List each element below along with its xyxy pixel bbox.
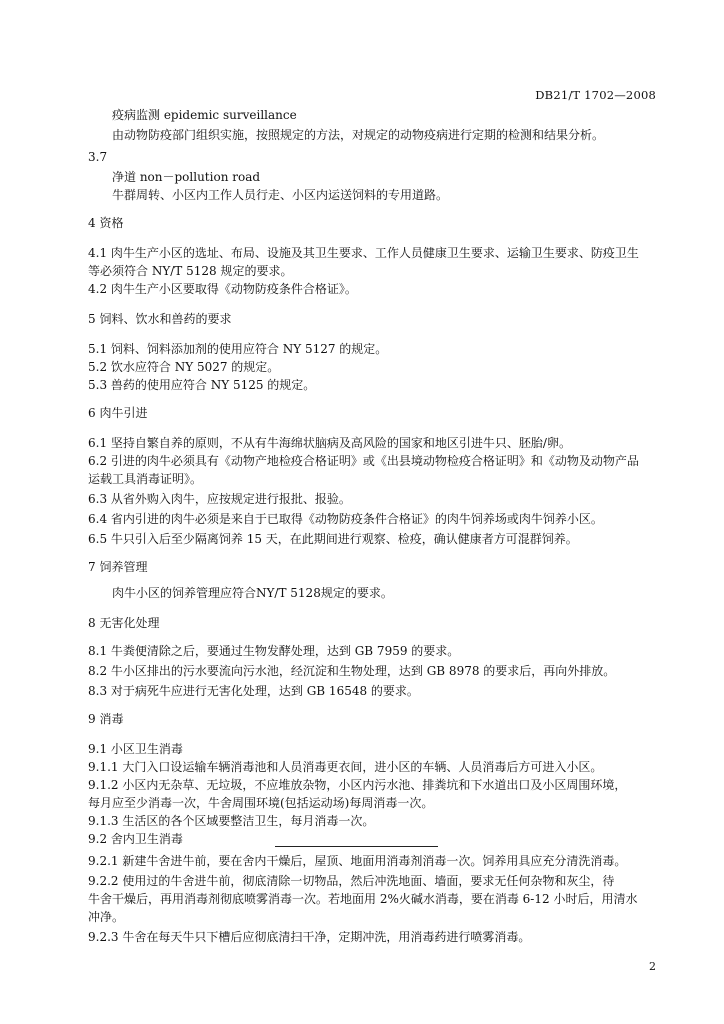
document-code: DB21/T 1702—2008 [535,88,656,102]
text-line: 9.2.1 新建牛舍进牛前，要在舍内干燥后，屋顶、地面用消毒剂消毒一次。饲养用具应充分清洗消毒。 [88,854,627,868]
text-line: 6.2 引进的肉牛必须具有《动物产地检疫合格证明》或《出县境动物检疫合格证明》和《动物及动物产品 [88,454,639,468]
text-line: 由动物防疫部门组织实施，按照规定的方法，对规定的动物疫病进行定期的检测和结果分析。 [112,128,605,142]
text-line: 冲净。 [88,910,125,924]
text-line: 9.2.2 使用过的牛舍进牛前，彻底清除一切物品，然后冲洗地面、墙面，要求无任何杂物和灰尘，待 [88,874,615,888]
text-line: 5 饲料、饮水和兽药的要求 [88,312,232,326]
text-line: 4 资格 [88,216,124,230]
text-line: 9.1.3 生活区的各个区域要整洁卫生，每月消毒一次。 [88,814,375,828]
text-line: 6 肉牛引进 [88,406,148,420]
text-line: 7 饲养管理 [88,560,148,574]
text-line: 等必须符合 NY/T 5128 规定的要求。 [88,264,293,278]
text-line: 每月应至少消毒一次，牛舍周围环境(包括运动场)每周消毒一次。 [88,796,434,810]
text-line: 8.3 对于病死牛应进行无害化处理，达到 GB 16548 的要求。 [88,684,419,698]
text-line: 5.3 兽药的使用应符合 NY 5125 的规定。 [88,378,316,392]
text-line: 8.2 牛小区排出的污水要流向污水池，经沉淀和生物处理，达到 GB 8978 的要求后，再向外排放。 [88,664,616,678]
text-line: 8.1 牛粪便清除之后，要通过生物发酵处理，达到 GB 7959 的要求。 [88,644,460,658]
text-line: 6.1 坚持自繁自养的原则，不从有牛海绵状脑病及高风险的国家和地区引进牛只、胚胎/卵。 [88,436,571,450]
text-line: 5.1 饲料、饲料添加剂的使用应符合 NY 5127 的规定。 [88,342,388,356]
text-line: 6.4 省内引进的肉牛必须是来自于已取得《动物防疫条件合格证》的肉牛饲养场或肉牛饲养小区。 [88,512,603,526]
text-line: 6.3 从省外购入肉牛，应按规定进行报批、报验。 [88,492,351,506]
text-line: 8 无害化处理 [88,616,160,630]
text-line: 牛群周转、小区内工作人员行走、小区内运送饲料的专用道路。 [112,188,449,202]
text-line: 4.2 肉牛生产小区要取得《动物防疫条件合格证》。 [88,282,357,296]
text-line: 9.1 小区卫生消毒 [88,742,183,756]
page-number: 2 [649,960,656,973]
text-line: 疫病监测 epidemic surveillance [112,108,297,122]
text-line: 6.5 牛只引入后至少隔离饲养 15 天，在此期间进行观察、检疫，确认健康者方可混群饲养。 [88,532,578,546]
text-line: 9.2 舍内卫生消毒 [88,832,183,846]
text-line: 肉牛小区的饲养管理应符合NY/T 5128规定的要求。 [112,586,393,600]
separator-line [275,846,438,847]
text-line: 9.1.2 小区内无杂草、无垃圾，不应堆放杂物，小区内污水池、排粪坑和下水道出口及小区周围环境， [88,778,627,792]
text-line: 9 消毒 [88,712,124,726]
text-line: 净道 non－pollution road [112,170,261,184]
text-line: 9.2.3 牛舍在每天牛只下槽后应彻底清扫干净，定期冲洗，用消毒药进行喷雾消毒。 [88,930,531,944]
text-line: 牛舍干燥后，再用消毒剂彻底喷雾消毒一次。若地面用 2%火碱水消毒，要在消毒 6-12 小时后，用清水 [88,892,638,906]
text-line: 5.2 饮水应符合 NY 5027 的规定。 [88,360,280,374]
text-line: 9.1.1 大门入口设运输车辆消毒池和人员消毒更衣间，进小区的车辆、人员消毒后方可进入小区。 [88,760,603,774]
text-line: 3.7 [88,150,108,164]
text-line: 4.1 肉牛生产小区的选址、布局、设施及其卫生要求、工作人员健康卫生要求、运输卫生要求、防疫卫生 [88,246,639,260]
text-line: 运载工具消毒证明》。 [88,472,203,486]
